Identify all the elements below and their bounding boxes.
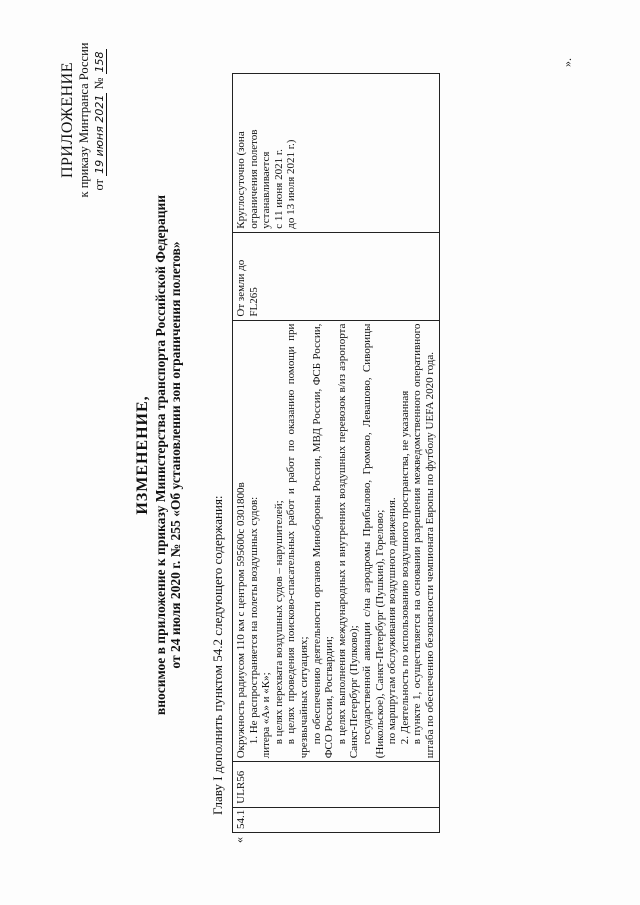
zone-table: [232, 73, 440, 833]
intro-text: Главу I дополнить пунктом 54.2 следующего содержания:: [210, 495, 225, 815]
appendix-order-line: к приказу Минтранса России: [77, 42, 91, 198]
heading-line-2: от 24 июля 2020 г. № 255 «Об установлении зон ограничения полетов»: [168, 241, 183, 669]
quote-close: ».: [560, 58, 574, 67]
desc-line: в пункте 1, осуществляется на основании разрешения межведомственного оперативного штаба по обеспечению безопасности чемпионата Европы по футболу UEFA 2020 года.: [411, 323, 436, 759]
altitude-line: FL265: [247, 287, 260, 317]
table-row: [233, 74, 440, 833]
appendix-block: [60, 25, 107, 215]
desc-line: в целях выполнения международных и внутренних воздушных перевозок в/из аэропорта Санкт-Петербург (Пулково);: [335, 323, 361, 759]
handwritten-number: 158: [93, 51, 106, 73]
validity-line: до 13 июля 2021 г.): [285, 139, 298, 229]
date-prefix: от: [92, 178, 106, 191]
validity-line: с 11 июня 2021 г.: [272, 149, 285, 229]
cell-zone-code: ULR56: [233, 762, 440, 807]
desc-line: 2. Деятельность по использованию воздушного пространства, не указанная: [398, 390, 411, 745]
validity-line: Круглосуточно (зона ограничения полетов устанавливается: [235, 129, 273, 229]
document-heading: [135, 125, 184, 785]
desc-line: Окружность радиусом 110 км с центром 595600с 0301800в: [235, 482, 247, 759]
desc-line: 1. Не распространяется на полеты воздушных судов:: [247, 496, 260, 745]
desc-line: государственной авиации с/на аэродромы Прибылово, Громово, Левашово, Сиворицы (Никольское), Санкт-Петербург (Пушкин), Горелово;: [360, 323, 386, 759]
altitude-line: От земли до: [235, 259, 247, 317]
appendix-title: ПРИЛОЖЕНИЕ: [59, 62, 76, 179]
desc-line: по маршрутам обслуживания воздушного движения.: [386, 497, 399, 745]
number-prefix: №: [92, 77, 106, 90]
appendix-date-line: [92, 25, 107, 215]
cell-description: [233, 320, 440, 762]
cell-altitude: [233, 232, 440, 320]
desc-line: по обеспечению деятельности органов Минобороны России, МВД России, ФСБ России, ФСО России, Росгвардии;: [310, 323, 336, 759]
quote-open: «: [232, 837, 246, 843]
desc-line: в целях проведения поисково-спасательных работ и работ по оказанию помощи при чрезвычайных ситуациях;: [285, 323, 310, 759]
desc-line: литера «А» и «К»;: [260, 672, 273, 759]
handwritten-date: 19 июня 2021: [93, 94, 106, 174]
cell-number: 54.1: [233, 807, 440, 832]
heading-title: ИЗМЕНЕНИЕ,: [134, 395, 151, 515]
desc-line: в целях перехвата воздушных судов – нарушителей;: [272, 500, 285, 745]
heading-line-1: вносимое в приложение к приказу Министерства транспорта Российской Федерации: [152, 194, 168, 716]
cell-validity: [233, 74, 440, 233]
